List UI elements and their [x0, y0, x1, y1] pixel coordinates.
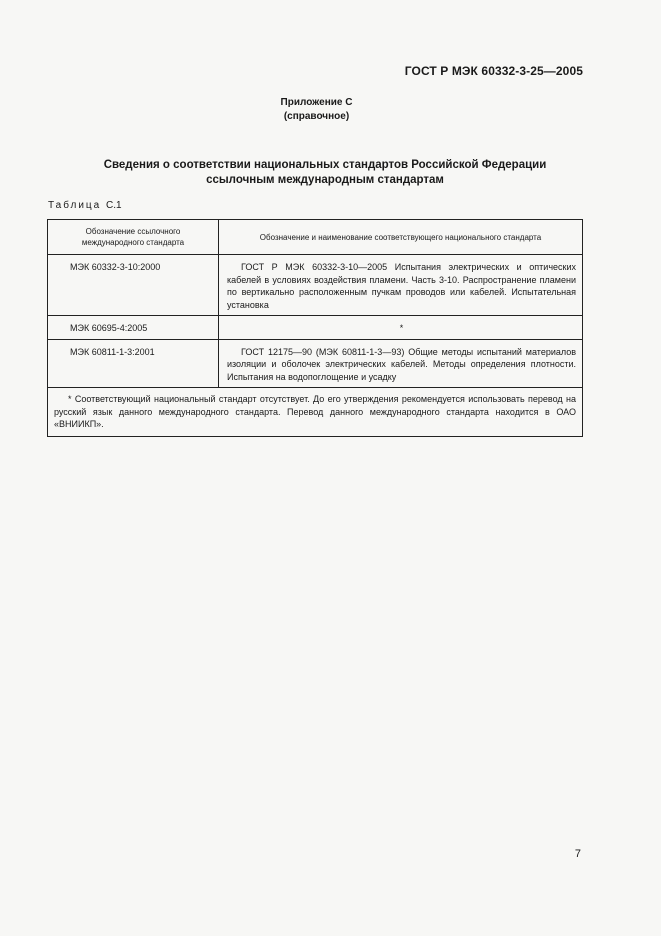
national-standard-cell: *	[219, 316, 583, 340]
page-number: 7	[574, 848, 581, 860]
page-header: ГОСТ Р МЭК 60332-3-25—2005	[404, 64, 583, 78]
table-footnote-row	[48, 388, 583, 437]
table-header-row	[48, 220, 583, 255]
reference-standard-cell: МЭК 60695-4:2005	[48, 316, 219, 340]
table-label-text: Таблица	[48, 200, 102, 211]
table-row	[48, 255, 583, 316]
table-label	[48, 200, 122, 211]
appendix-heading	[0, 96, 647, 124]
national-standard-cell: ГОСТ Р МЭК 60332-3-10—2005 Испытания электрических и оптических кабелей в условиях воздействия пламени. Часть 3-10. Распространение пламени по вертикально расположенным пучкам проводов или кабелей. Испытательная установка	[219, 255, 583, 316]
table-row	[48, 316, 583, 340]
document-title-line-1: Сведения о соответствии национальных стандартов Российской Федерации	[103, 159, 547, 171]
header-national-standard: Обозначение и наименование соответствующего национального стандарта	[219, 220, 583, 255]
table-footnote: * Соответствующий национальный стандарт отсутствует. До его утверждения рекомендуется использовать перевод на русский язык данного международного стандарта. Перевод данного международного стандарта находится в ОАО «ВНИИКП».	[48, 388, 583, 437]
national-standard-cell: ГОСТ 12175—90 (МЭК 60811-1-3—93) Общие методы испытаний материалов изоляции и оболочек электрических кабелей. Методы определения плотности. Испытания на водопоглощение и усадку	[219, 339, 583, 388]
reference-standard-cell: МЭК 60811-1-3:2001	[48, 339, 219, 388]
document-title-line-2: ссылочным международным стандартам	[206, 174, 444, 186]
document-title	[80, 158, 570, 188]
header-reference-standard: Обозначение ссылочного международного стандарта	[48, 220, 219, 255]
appendix-subtitle: (справочное)	[283, 111, 350, 122]
table-label-number: С.1	[106, 200, 122, 211]
correspondence-table	[47, 219, 583, 437]
reference-standard-cell: МЭК 60332-3-10:2000	[48, 255, 219, 316]
table-row	[48, 339, 583, 388]
appendix-title: Приложение С	[280, 97, 353, 108]
